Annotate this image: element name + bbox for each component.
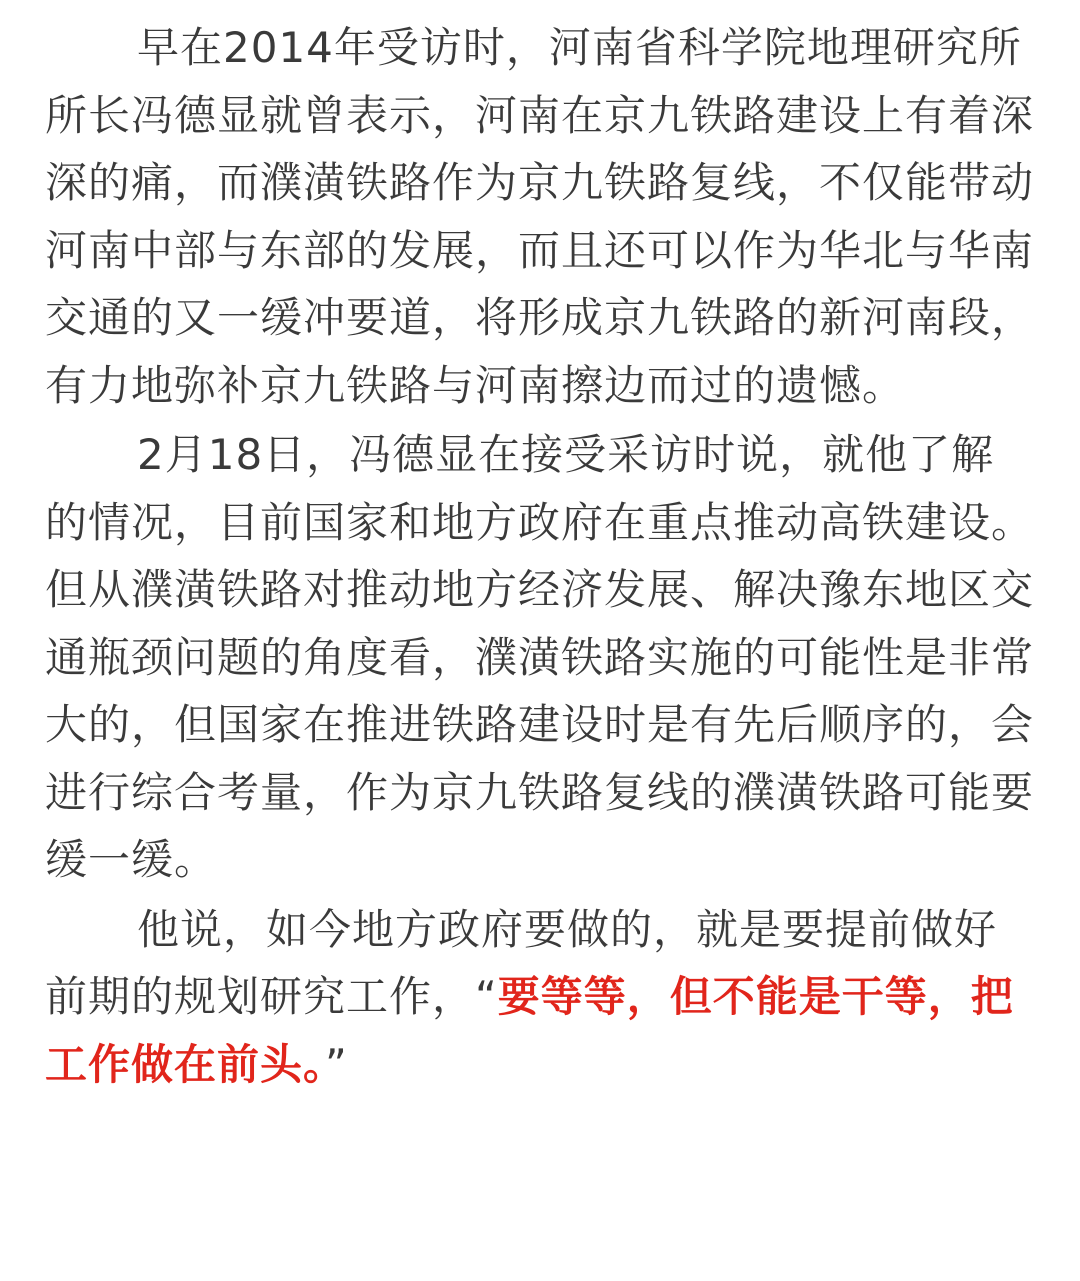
- closing-quote-mark: ”: [325, 1039, 348, 1089]
- article-body: [45, 14, 1037, 1098]
- paragraph-3: [45, 896, 1037, 1099]
- paragraph-1: 早在2014年受访时，河南省科学院地理研究所所长冯德显就曾表示，河南在京九铁路建设上有着深深的痛，而濮潢铁路作为京九铁路复线，不仅能带动河南中部与东部的发展，而且还可以作为华北与华南交通的又一缓冲要道，将形成京九铁路的新河南段，有力地弥补京九铁路与河南擦边而过的遗憾。: [45, 23, 1035, 410]
- paragraph-3-lead: 他说，如今地方政府要做的，就是要提前做好前期的规划研究工作，“: [45, 904, 998, 1021]
- highlighted-quote: 要等等，但不能是干等，把工作做在前头。: [45, 972, 1014, 1089]
- paragraph-2: 2月18日，冯德显在接受采访时说，就他了解的情况，目前国家和地方政府在重点推动高铁建设。但从濮潢铁路对推动地方经济发展、解决豫东地区交通瓶颈问题的角度看，濮潢铁路实施的可能性是非常大的，但国家在推进铁路建设时是有先后顺序的，会进行综合考量，作为京九铁路复线的濮潢铁路可能要缓一缓。: [45, 430, 1035, 884]
